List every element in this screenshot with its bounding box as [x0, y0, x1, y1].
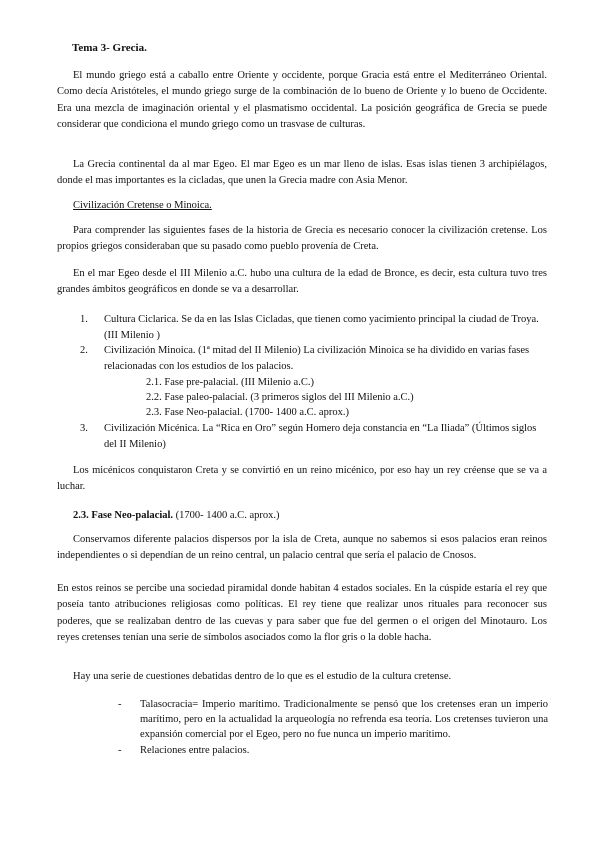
intro-paragraph-1: El mundo griego está a caballo entre Oriente y occidente, porque Gracia está entre el Mediterráneo Oriental. Como decía Aristóteles, el mundo griego surge de la combinación de lo bueno de Oriente y lo bueno de Occidente. Era una mezcla de imaginación oriental y el plasmatismo occidental. La posición geográfica de Grecia se puede considerar que condiciona el mundo griego como un trasvase de culturas. — [57, 70, 547, 131]
section-2-block-3 — [57, 669, 547, 685]
micenicos-paragraph: Los micénicos conquistaron Creta y se convirtió en un reino micénico, por eso hay un rey créense que se va a luchar. — [57, 465, 547, 493]
section-1-heading-block — [57, 198, 547, 214]
list-item-text: Cultura Ciclarica. Se da en las Islas Cicladas, que tienen como yacimiento principal la ciudad de Troya. (III Milenio ) — [104, 314, 539, 341]
bullet-item — [118, 697, 548, 743]
section-2-paragraph-2: En estos reinos se percibe una sociedad piramidal donde habitan 4 estados sociales. En la cúspide estaría el rey que poseía tanto atribuciones religiosas como políticas. El rey tiene que realizar unos rituales para reconocer sus poderes, que se realizaban dentro de las cuevas y para saber que fue del germen o el origen del Minotauro. Los reyes cretenses tenían una serie de símbolos asociados como la flor gris o la doble hacha. — [57, 583, 547, 644]
list-item-number: 1. — [80, 314, 88, 325]
bullet-text: Relaciones entre palacios. — [140, 744, 250, 756]
section-2-heading: 2.3. Fase Neo-palacial. — [73, 510, 174, 521]
intro-block-2 — [57, 157, 547, 190]
intro-paragraph-2: La Grecia continental da al mar Egeo. El mar Egeo es un mar lleno de islas. Esas islas tienen 3 archipiélagos, donde el mas importantes es la cicladas, que unen la Grecia madre con Asia Menor. — [57, 159, 547, 187]
bullet-marker: - — [118, 744, 122, 756]
section-2-block-2 — [57, 581, 547, 647]
bullet-item — [118, 743, 548, 758]
list-item-number: 3. — [80, 423, 88, 434]
section-2-block-1 — [57, 532, 547, 565]
intro-block — [57, 68, 547, 134]
page-title: Tema 3- Grecia. — [72, 42, 147, 54]
sublist-item: 2.2. Fase paleo-palacial. (3 primeros siglos del III Milenio a.C.) — [146, 392, 414, 403]
sublist — [146, 375, 414, 420]
bullet-list — [118, 697, 548, 758]
section-2-heading-block — [57, 508, 547, 524]
numbered-list-continued — [80, 421, 545, 452]
section-2-paragraph-1: Conservamos diferente palacios dispersos por la isla de Creta, aunque no sabemos si esos palacios eran reinos independientes o si dependían de un reino central, un palacio central que sería el palacio de Cnosos. — [57, 534, 547, 562]
list-item — [80, 312, 545, 343]
list-item — [80, 421, 545, 452]
section-1-heading: Civilización Cretense o Minoica. — [73, 200, 212, 211]
list-item-number: 2. — [80, 345, 88, 357]
bullet-text: Talasocracia= Imperio marítimo. Tradicionalmente se pensó que los cretenses eran un imperio marítimo, pero en la actualidad la arqueología no refrenda esa teoría. Los cretenses tuvieron una expansión comercial por el Egeo, pero no fue nunca un imperio marítimo. — [140, 699, 548, 741]
list-item-text: Civilización Minoica. (1ª mitad del II Milenio) La civilización Minoica se ha dividido en varias fases relacionadas con los estudios de los palacios. — [104, 345, 530, 372]
section-2-paragraph-3: Hay una serie de cuestiones debatidas dentro de lo que es el estudio de la cultura cretense. — [73, 671, 452, 682]
section-1-block-2 — [57, 266, 547, 299]
sublist-item: 2.3. Fase Neo-palacial. (1700- 1400 a.C. aprox.) — [146, 407, 349, 418]
list-item-text: Civilización Micénica. La “Rica en Oro” según Homero deja constancia en “La Iliada” (Últimos siglos del II Milenio) — [104, 423, 537, 450]
section-1-paragraph-2: En el mar Egeo desde el III Milenio a.C. hubo una cultura de la edad de Bronce, es decir, esta cultura tuvo tres grandes ámbitos geográficos en donde se va a desarrollar. — [57, 268, 547, 296]
section-1-block-1 — [57, 223, 547, 256]
sublist-item: 2.1. Fase pre-palacial. (III Milenio a.C.) — [146, 377, 314, 388]
numbered-list — [80, 312, 545, 374]
bullet-marker: - — [118, 699, 122, 710]
list-item — [80, 343, 545, 374]
section-1-paragraph-1: Para comprender las siguientes fases de la historia de Grecia es necesario conocer la civilización cretense. Los propios griegos consideraban que su pasado como pueblo provenía de Creta. — [57, 225, 547, 253]
section-2-heading-dates: (1700- 1400 a.C. aprox.) — [175, 510, 280, 521]
micenicos-block — [57, 463, 547, 496]
